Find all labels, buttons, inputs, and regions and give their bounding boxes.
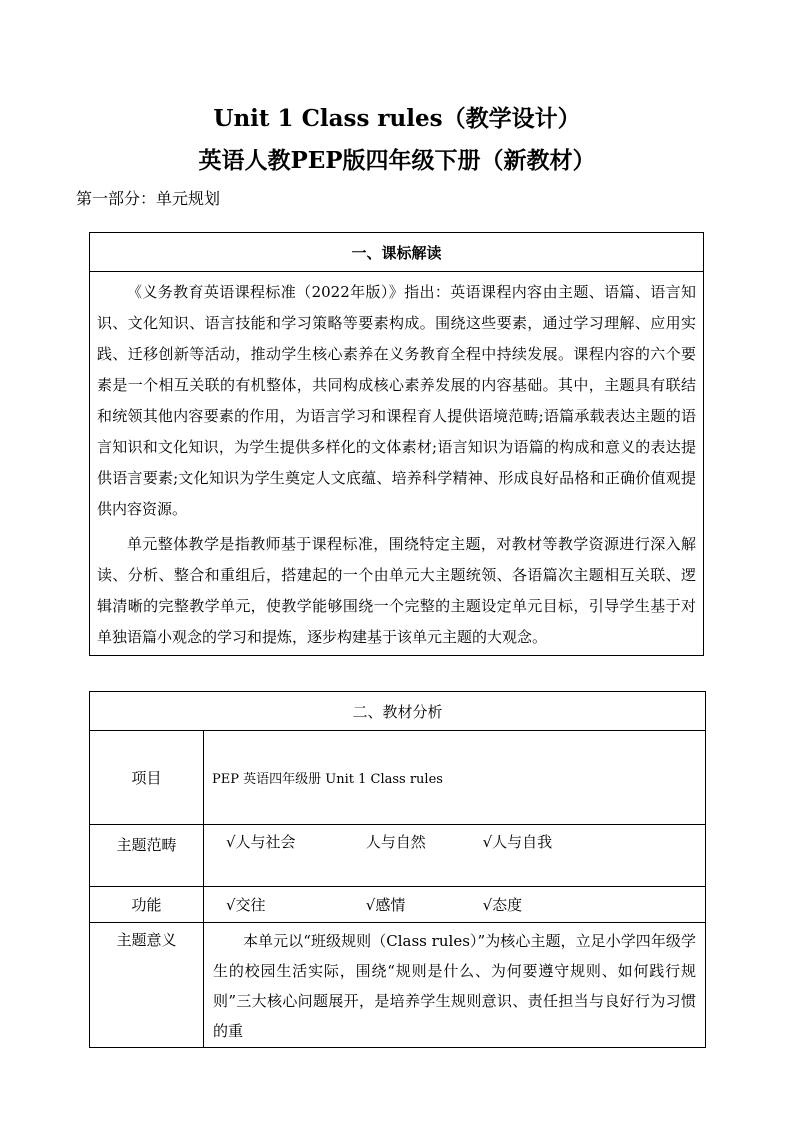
function-option-communication: √交往 [226, 896, 266, 914]
function-label: 功能 [90, 887, 204, 923]
section2-heading: 二、教材分析 [90, 692, 706, 731]
project-value: PEP 英语四年级册 Unit 1 Class rules [204, 731, 706, 825]
document-subtitle: 英语人教PEP版四年级下册（新教材） [198, 147, 596, 174]
section1-paragraph: 《义务教育英语课程标准（2022年版）》指出：英语课程内容由主题、语篇、语言知识、文化知识、语言技能和学习策略等要素构成。围绕这些要素，通过学习理解、应用实践、迁移创新等活动，推动学生核心素养在义务教育全程中持续发展。课程内容的六个要素是一个相互关联的有机整体，共同构成核心素养发展的内容基础。其中，主题具有联结和统领其他内容要素的作用，为语言学习和课程育人提供语境范畴;语篇承载表达主题的语言知识和文化知识，为学生提供多样化的文体素材;语言知识为语篇的构成和意义的表达提供语言要素;文化知识为学生奠定人文底蕴、培养科学精神、形成良好品格和正确价值观提供内容资源。 [97, 283, 696, 518]
document-title: Unit 1 Class rules（教学设计） [213, 105, 581, 132]
textbook-analysis-table [89, 691, 706, 1048]
curriculum-standard-table [89, 232, 704, 656]
section1-paragraph: 单元整体教学是指教师基于课程标准，围绕特定主题，对教材等教学资源进行深入解读、分析、整合和重组后，搭建起的一个由单元大主题统领、各语篇次主题相互关联、逻辑清晰的完整教学单元，使教学能够围绕一个完整的主题设定单元目标，引导学生基于对单独语篇小观念的学习和提炼，逐步构建基于该单元主题的大观念。 [97, 535, 696, 646]
part-label: 第一部分：单元规划 [76, 189, 221, 208]
meaning-label: 主题意义 [90, 923, 204, 1048]
function-options [204, 887, 706, 923]
section1-heading: 一、课标解读 [90, 233, 704, 272]
function-option-attitude: √态度 [482, 896, 523, 914]
theme-option-self: √人与自我 [482, 833, 553, 851]
section1-body [90, 272, 704, 656]
project-label: 项目 [90, 731, 204, 825]
meaning-cell [204, 923, 706, 1048]
meaning-text: 本单元以“班级规则（Class rules）”为核心主题，立足小学四年级学生的校园生活实际，围绕“规则是什么、为何要遵守规则、如何践行规则”三大核心问题展开，是培养学生规则意识、责任担当与良好行为习惯的重 [213, 932, 696, 1040]
function-option-emotion: √感情 [365, 896, 406, 914]
theme-option-society: √人与社会 [226, 833, 296, 851]
theme-options [204, 825, 706, 887]
theme-option-nature: 人与自然 [365, 833, 426, 851]
theme-label: 主题范畴 [90, 825, 204, 887]
